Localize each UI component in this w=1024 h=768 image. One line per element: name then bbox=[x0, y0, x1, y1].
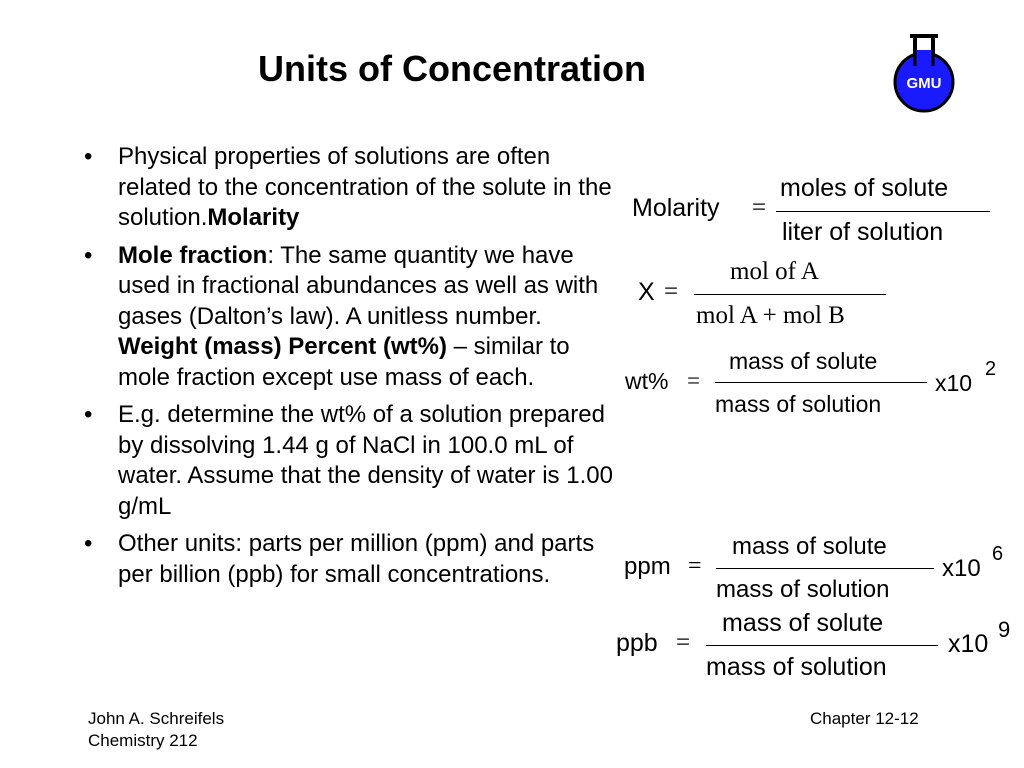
multiplier-factor: x10 bbox=[948, 630, 989, 658]
footer-author: John A. Schreifels bbox=[88, 709, 225, 728]
equation-denominator: mass of solution bbox=[706, 653, 887, 681]
equation-label: ppb bbox=[616, 629, 658, 657]
multiplier-exponent: 6 bbox=[992, 543, 1004, 565]
equation-numerator: mass of solute bbox=[722, 609, 884, 637]
equation-denominator: mol A + mol B bbox=[696, 302, 845, 329]
gmu-flask-logo bbox=[886, 30, 962, 114]
bullet-text: Physical properties of solutions are often related to the concentration of the solute in the solution. bbox=[118, 143, 612, 231]
gmu-logo-text: GMU bbox=[906, 75, 942, 92]
equation-weight-percent bbox=[625, 346, 1005, 426]
bullet-item-other-units bbox=[80, 529, 620, 590]
fraction-bar bbox=[716, 568, 934, 569]
bullet-text: : The same quantity we have used in fractional abundances as well as with gases (Dalton’s law). A unitless number. bbox=[118, 241, 599, 330]
equation-ppm bbox=[624, 531, 1014, 611]
equation-molarity bbox=[632, 172, 992, 252]
fraction-bar bbox=[776, 211, 990, 212]
equation-denominator: mass of solution bbox=[716, 576, 890, 603]
bullet-item-molarity bbox=[80, 142, 620, 234]
bullet-bold-term: Weight (mass) Percent (wt%) bbox=[118, 333, 447, 360]
bullet-text: E.g. determine the wt% of a solution prepared by dissolving 1.44 g of NaCl in 100.0 mL of water. Assume that the density of water is 1.00 g/mL bbox=[118, 401, 613, 520]
equation-label: wt% bbox=[625, 368, 669, 394]
multiplier-factor: x10 bbox=[942, 555, 981, 582]
equation-numerator: mol of A bbox=[730, 258, 819, 285]
equation-denominator: mass of solution bbox=[715, 391, 882, 417]
fraction-bar bbox=[715, 382, 927, 383]
equals-sign: = bbox=[664, 278, 679, 305]
equation-denominator: liter of solution bbox=[782, 218, 944, 246]
equals-sign: = bbox=[687, 368, 700, 393]
equals-sign: = bbox=[688, 553, 702, 579]
fraction-bar bbox=[694, 294, 886, 295]
equation-numerator: mass of solute bbox=[729, 348, 878, 374]
bullet-item-example bbox=[80, 400, 620, 522]
bullet-list bbox=[80, 142, 620, 597]
bullet-bold-term: Molarity bbox=[207, 204, 300, 231]
multiplier-exponent: 2 bbox=[985, 358, 997, 380]
slide-title: Units of Concentration bbox=[258, 48, 646, 89]
equation-mole-fraction bbox=[638, 256, 898, 336]
equation-label: X bbox=[638, 278, 655, 306]
fraction-bar bbox=[706, 645, 938, 646]
equation-label: Molarity bbox=[632, 194, 720, 222]
equation-numerator: mass of solute bbox=[732, 533, 887, 560]
equals-sign: = bbox=[676, 629, 691, 656]
bullet-item-mole-fraction bbox=[80, 241, 620, 394]
multiplier-exponent: 9 bbox=[998, 617, 1011, 642]
multiplier-factor: x10 bbox=[935, 370, 973, 396]
equation-numerator: moles of solute bbox=[780, 174, 949, 202]
bullet-text: – similar to mole fraction except use mass of each. bbox=[118, 333, 570, 391]
footer-chapter: Chapter 12-12 bbox=[810, 709, 919, 728]
footer-course: Chemistry 212 bbox=[88, 731, 198, 750]
equals-sign: = bbox=[752, 194, 767, 221]
equation-ppb bbox=[616, 607, 1016, 689]
equation-label: ppm bbox=[624, 553, 671, 580]
bullet-bold-term: Mole fraction bbox=[118, 241, 268, 269]
bullet-text: Other units: parts per million (ppm) and parts per billion (ppb) for small concentrations. bbox=[118, 530, 595, 588]
footer-left bbox=[88, 708, 224, 752]
